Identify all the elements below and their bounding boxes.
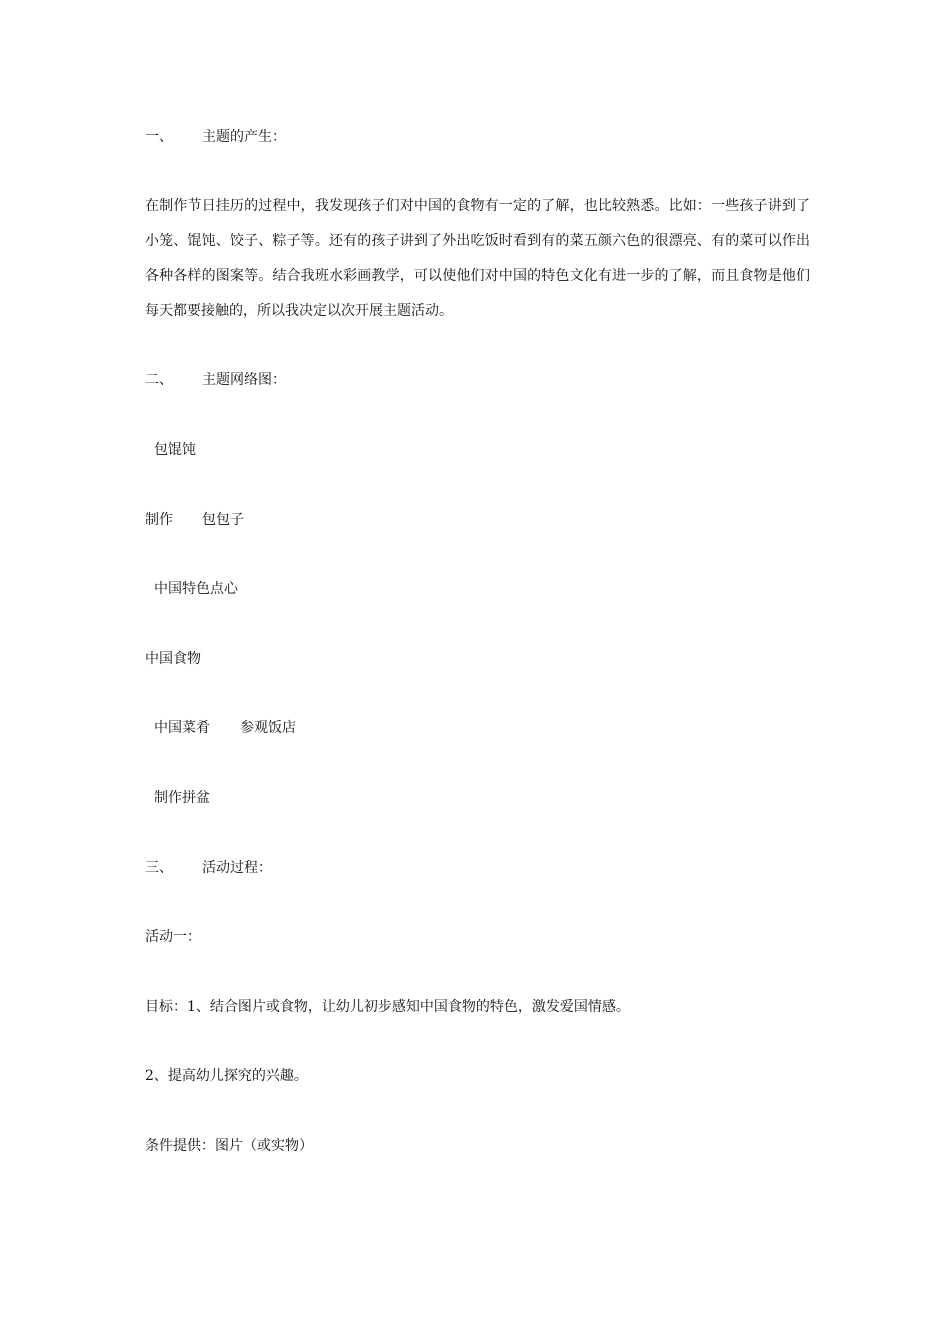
intro-paragraph: 在制作节日挂历的过程中，我发现孩子们对中国的食物有一定的了解，也比较熟悉。比如：一些孩子讲到了小笼、馄饨、饺子、粽子等。还有的孩子讲到了外出吃饭时看到有的菜五颜六色的很漂亮、有的菜可以作出各种各样的图案等。结合我班水彩画教学，可以使他们对中国的特色文化有进一步的了解，而且食物是他们每天都要接触的，所以我决定以次开展主题活动。 [145, 198, 810, 319]
section-3-number: 三、 [145, 860, 173, 876]
network-row-dishes [154, 719, 296, 737]
network-node-buns: 包包子 [202, 512, 244, 528]
network-node-food: 中国食物 [145, 651, 201, 667]
materials-line: 条件提供：图片（或实物） [145, 1138, 313, 1154]
network-node-visit: 参观饭店 [240, 720, 296, 736]
network-node-make: 制作 [145, 512, 173, 528]
goal-label: 目标： [145, 999, 187, 1015]
section-1-number: 一、 [145, 129, 173, 145]
section-2-title: 主题网络图： [202, 372, 286, 388]
network-node-snacks: 中国特色点心 [154, 581, 238, 597]
section-1-title: 主题的产生： [202, 129, 286, 145]
section-2-heading [145, 371, 286, 389]
section-3-title: 活动过程： [202, 860, 272, 876]
activity-1-title: 活动一： [145, 929, 201, 945]
network-node-dishes: 中国菜肴 [154, 720, 210, 736]
network-row-make [145, 511, 244, 529]
network-node-wonton: 包馄饨 [154, 442, 196, 458]
goal-1: 1、结合图片或食物，让幼儿初步感知中国食物的特色，激发爱国情感。 [187, 999, 630, 1015]
section-3-heading [145, 859, 272, 877]
section-2-number: 二、 [145, 372, 173, 388]
goal-2: 2、提高幼儿探究的兴趣。 [145, 1068, 308, 1084]
network-node-platter: 制作拼盆 [154, 790, 210, 806]
activity-1-goal-line [145, 998, 630, 1016]
section-1-heading [145, 128, 286, 146]
